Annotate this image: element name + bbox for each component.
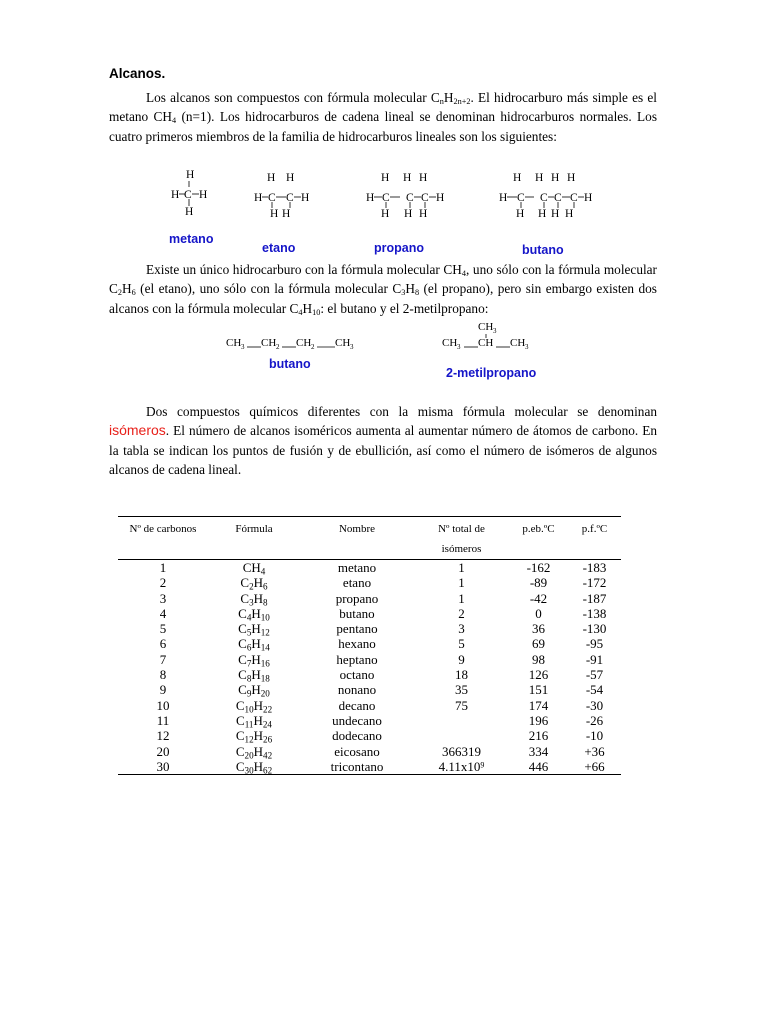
svg-text:CH: CH xyxy=(510,337,526,349)
svg-text:H: H xyxy=(551,208,560,220)
header-nombre: Nombre xyxy=(300,517,414,560)
cell-nombre: metano xyxy=(337,560,377,575)
cell-isomeros: 18 xyxy=(455,667,468,683)
cell-nombre: undecano xyxy=(332,712,382,728)
cell-isomeros: 366319 xyxy=(442,743,481,759)
cell-isomeros: 1 xyxy=(458,575,465,591)
paragraph-isomeros-definition: Dos compuestos químicos diferentes con la misma fórmula molecular se denominan isómeros. El número de alcanos isoméricos aumenta al aumentar número de átomos de carbono. En la tabla se indican los puntos de fusión y de ebullición, así como el número de isómeros de algunos alcanos de cadena lineal. xyxy=(109,404,657,477)
svg-text:3: 3 xyxy=(493,327,497,335)
svg-text:3: 3 xyxy=(457,343,461,351)
cell-carbonos: 3 xyxy=(159,590,167,606)
svg-text:C: C xyxy=(421,192,429,204)
cell-carbonos: 6 xyxy=(159,636,167,652)
cell-formula: $C_{10}H_{22}$ xyxy=(235,697,273,714)
cell-formula: $C_{30}H_{62}$ xyxy=(208,759,300,775)
cell-formula: $C_{11}H_{24}$ xyxy=(236,712,272,730)
label-butano-isomer: butano xyxy=(269,357,311,371)
svg-text:H: H xyxy=(535,172,544,184)
cell-p-eb: 126 xyxy=(528,667,549,683)
cell-formula: $C_8H_{18}$ xyxy=(238,667,270,684)
cell-nombre: nonano xyxy=(337,682,377,698)
cell-nombre: tricontano xyxy=(300,759,414,775)
header-isomeros: Nº total de isómeros xyxy=(414,517,509,560)
table-row xyxy=(118,698,621,713)
cell-carbonos: 1 xyxy=(159,560,167,575)
metilpropano-condensed xyxy=(442,321,529,351)
cell-p-f: -57 xyxy=(585,667,604,683)
table-row xyxy=(118,575,621,590)
svg-text:H: H xyxy=(551,172,560,184)
cell-p-eb: -42 xyxy=(529,590,548,606)
cell-p-f: -172 xyxy=(582,575,607,591)
svg-text:H: H xyxy=(270,208,279,220)
cell-p-eb: -162 xyxy=(526,560,551,575)
alkanes-table xyxy=(118,516,621,775)
cell-p-eb: 98 xyxy=(532,651,545,667)
label-2-metilpropano: 2-metilpropano xyxy=(446,366,537,380)
table-row xyxy=(118,606,621,621)
table-header-row xyxy=(118,517,621,560)
label-butano: butano xyxy=(522,243,564,257)
cell-nombre: heptano xyxy=(336,651,378,667)
cell-isomeros xyxy=(414,713,509,728)
cell-p-eb: 334 xyxy=(528,743,549,759)
cell-p-eb: 446 xyxy=(509,759,568,775)
cell-carbonos: 30 xyxy=(118,759,208,775)
cell-p-eb: 216 xyxy=(528,728,549,744)
cell-p-f: -54 xyxy=(585,682,604,698)
cell-carbonos: 8 xyxy=(159,667,167,683)
cell-isomeros xyxy=(414,728,509,743)
cell-nombre: hexano xyxy=(338,636,376,652)
table-row xyxy=(118,560,621,576)
cell-nombre: butano xyxy=(339,605,375,621)
cell-isomeros: $4.11x10^9$ xyxy=(414,759,509,775)
svg-text:C: C xyxy=(570,192,578,204)
svg-text:H: H xyxy=(171,189,180,201)
table-row xyxy=(118,652,621,667)
cell-carbonos: 4 xyxy=(159,605,167,621)
svg-text:C: C xyxy=(554,192,562,204)
table-row xyxy=(118,682,621,697)
cell-nombre: decano xyxy=(338,697,376,713)
svg-text:H: H xyxy=(381,172,390,184)
svg-text:H: H xyxy=(565,208,574,220)
cell-nombre: etano xyxy=(342,575,372,591)
header-formula: Fórmula xyxy=(208,517,300,560)
svg-text:H: H xyxy=(301,192,310,204)
svg-text:H: H xyxy=(419,172,428,184)
svg-text:H: H xyxy=(366,192,375,204)
butano-structure xyxy=(499,172,592,220)
svg-text:H: H xyxy=(185,206,194,218)
condensed-formulas xyxy=(224,316,544,356)
cell-formula: $C_4H_{10}$ xyxy=(238,605,270,623)
svg-text:H: H xyxy=(584,192,593,204)
svg-text:H: H xyxy=(419,208,428,220)
svg-text:3: 3 xyxy=(350,343,354,351)
svg-text:2: 2 xyxy=(276,343,280,351)
cell-p-f: -138 xyxy=(582,605,607,621)
cell-carbonos: 20 xyxy=(156,743,170,759)
cell-p-f: -30 xyxy=(585,697,604,713)
header-p-eb: p.eb.ºC xyxy=(509,517,568,560)
cell-nombre: eicosano xyxy=(334,743,380,759)
svg-text:C: C xyxy=(286,192,294,204)
etano-structure xyxy=(254,172,309,220)
cell-formula: $C_9H_{20}$ xyxy=(238,682,270,699)
label-propano: propano xyxy=(374,241,424,255)
svg-text:C: C xyxy=(406,192,414,204)
svg-text:H: H xyxy=(403,172,412,184)
cell-isomeros: 1 xyxy=(458,590,465,606)
cell-carbonos: 10 xyxy=(156,697,170,713)
cell-p-eb: -89 xyxy=(529,575,548,591)
cell-isomeros: 1 xyxy=(458,560,465,575)
cell-formula: $C_5H_{12}$ xyxy=(238,621,270,638)
term-isomeros: isómeros xyxy=(109,422,166,439)
cell-p-eb: 196 xyxy=(528,712,549,728)
svg-text:CH: CH xyxy=(335,337,351,349)
butano-condensed xyxy=(226,337,354,351)
cell-p-f: -26 xyxy=(585,712,604,728)
cell-p-eb: 36 xyxy=(532,621,545,637)
label-etano: etano xyxy=(262,241,296,255)
metano-structure xyxy=(171,169,207,218)
svg-text:H: H xyxy=(267,172,276,184)
label-metano: metano xyxy=(169,232,214,246)
svg-text:2: 2 xyxy=(311,343,315,351)
paragraph-isomers-intro: Existe un único hidrocarburo con la fórmula molecular $CH_4$, uno sólo con la fórmula molecular $C_2H_6$ (el etano), uno sólo con la fórmula molecular $C_3H_8$ (el propano), pero sin embargo existen dos alcanos con la fórmula molecular $C_4H_{10}$: el butano y el 2-metilpropano: xyxy=(109,262,657,317)
svg-text:C: C xyxy=(382,192,390,204)
header-p-f: p.f.ºC xyxy=(568,517,621,560)
cell-p-f: -95 xyxy=(585,636,604,652)
svg-text:C: C xyxy=(268,192,276,204)
svg-text:C: C xyxy=(540,192,548,204)
table-row xyxy=(118,667,621,682)
cell-formula: $C_6H_{14}$ xyxy=(238,636,270,653)
cell-p-f: +36 xyxy=(584,743,605,759)
table-row xyxy=(118,621,621,636)
cell-formula: $C_{20}H_{42}$ xyxy=(235,743,273,760)
svg-text:H: H xyxy=(186,169,195,181)
cell-nombre: octano xyxy=(339,667,375,683)
cell-nombre: pentano xyxy=(336,621,378,637)
cell-isomeros: 35 xyxy=(455,682,468,698)
svg-text:C: C xyxy=(184,189,192,201)
svg-text:CH: CH xyxy=(261,337,277,349)
svg-text:CH: CH xyxy=(296,337,312,349)
svg-text:H: H xyxy=(436,192,445,204)
table-row xyxy=(118,636,621,651)
cell-p-f: -10 xyxy=(585,728,604,744)
cell-isomeros: 75 xyxy=(455,697,468,713)
cell-p-f: -130 xyxy=(582,621,607,637)
cell-isomeros: 3 xyxy=(458,621,465,637)
svg-text:H: H xyxy=(381,208,390,220)
svg-text:H: H xyxy=(404,208,413,220)
svg-text:3: 3 xyxy=(525,343,529,351)
propano-structure xyxy=(366,172,444,220)
table-row xyxy=(118,744,621,759)
cell-isomeros: 2 xyxy=(458,605,465,621)
intro-paragraph: Los alcanos son compuestos con fórmula molecular $C_nH_{2n+2}$. El hidrocarburo más simple es el metano $CH_4$ (n=1). Los hidrocarburos de cadena lineal se denominan hidrocarburos normales. Los cuatro primeros miembros de la familia de hidrocarburos lineales son los siguientes: xyxy=(109,90,657,144)
table-row xyxy=(118,591,621,606)
svg-text:C: C xyxy=(517,192,525,204)
svg-text:H: H xyxy=(199,189,208,201)
svg-text:H: H xyxy=(286,172,295,184)
cell-p-f: +66 xyxy=(568,759,621,775)
cell-p-f: -91 xyxy=(585,651,604,667)
svg-text:H: H xyxy=(538,208,547,220)
cell-carbonos: 11 xyxy=(156,712,170,728)
cell-p-eb: 0 xyxy=(535,605,542,621)
cell-formula: $C_3H_8$ xyxy=(240,590,268,607)
cell-p-f: -183 xyxy=(582,560,607,575)
svg-text:H: H xyxy=(567,172,576,184)
cell-formula: $CH_4$ xyxy=(242,560,266,577)
svg-text:H: H xyxy=(513,172,522,184)
svg-text:CH: CH xyxy=(478,337,494,349)
svg-text:H: H xyxy=(254,192,263,204)
svg-text:H: H xyxy=(516,208,525,220)
cell-nombre: propano xyxy=(335,590,379,606)
cell-p-f: -187 xyxy=(582,590,607,606)
svg-text:H: H xyxy=(499,192,508,204)
cell-carbonos: 9 xyxy=(159,682,167,698)
svg-text:H: H xyxy=(282,208,291,220)
structural-formulas xyxy=(160,164,610,226)
cell-formula: $C_7H_{16}$ xyxy=(238,651,270,669)
cell-p-eb: 174 xyxy=(528,697,549,713)
cell-carbonos: 5 xyxy=(159,621,167,637)
table-row xyxy=(118,713,621,728)
section-heading: Alcanos. xyxy=(109,66,166,81)
cell-carbonos: 2 xyxy=(159,575,167,591)
header-carbonos: Nº de carbonos xyxy=(118,517,208,560)
cell-formula: $C_{12}H_{26}$ xyxy=(235,728,273,745)
cell-formula: $C_2H_6$ xyxy=(240,575,268,592)
cell-isomeros: 9 xyxy=(458,651,465,667)
svg-text:3: 3 xyxy=(241,343,245,351)
cell-carbonos: 12 xyxy=(156,728,170,744)
svg-text:CH: CH xyxy=(442,337,458,349)
table-row xyxy=(118,728,621,743)
table-row xyxy=(118,759,621,775)
cell-carbonos: 7 xyxy=(159,651,167,667)
svg-text:CH: CH xyxy=(226,337,242,349)
cell-p-eb: 151 xyxy=(528,682,549,698)
svg-text:CH: CH xyxy=(478,321,494,333)
cell-isomeros: 5 xyxy=(458,636,465,652)
cell-nombre: dodecano xyxy=(332,728,382,744)
cell-p-eb: 69 xyxy=(532,636,545,652)
